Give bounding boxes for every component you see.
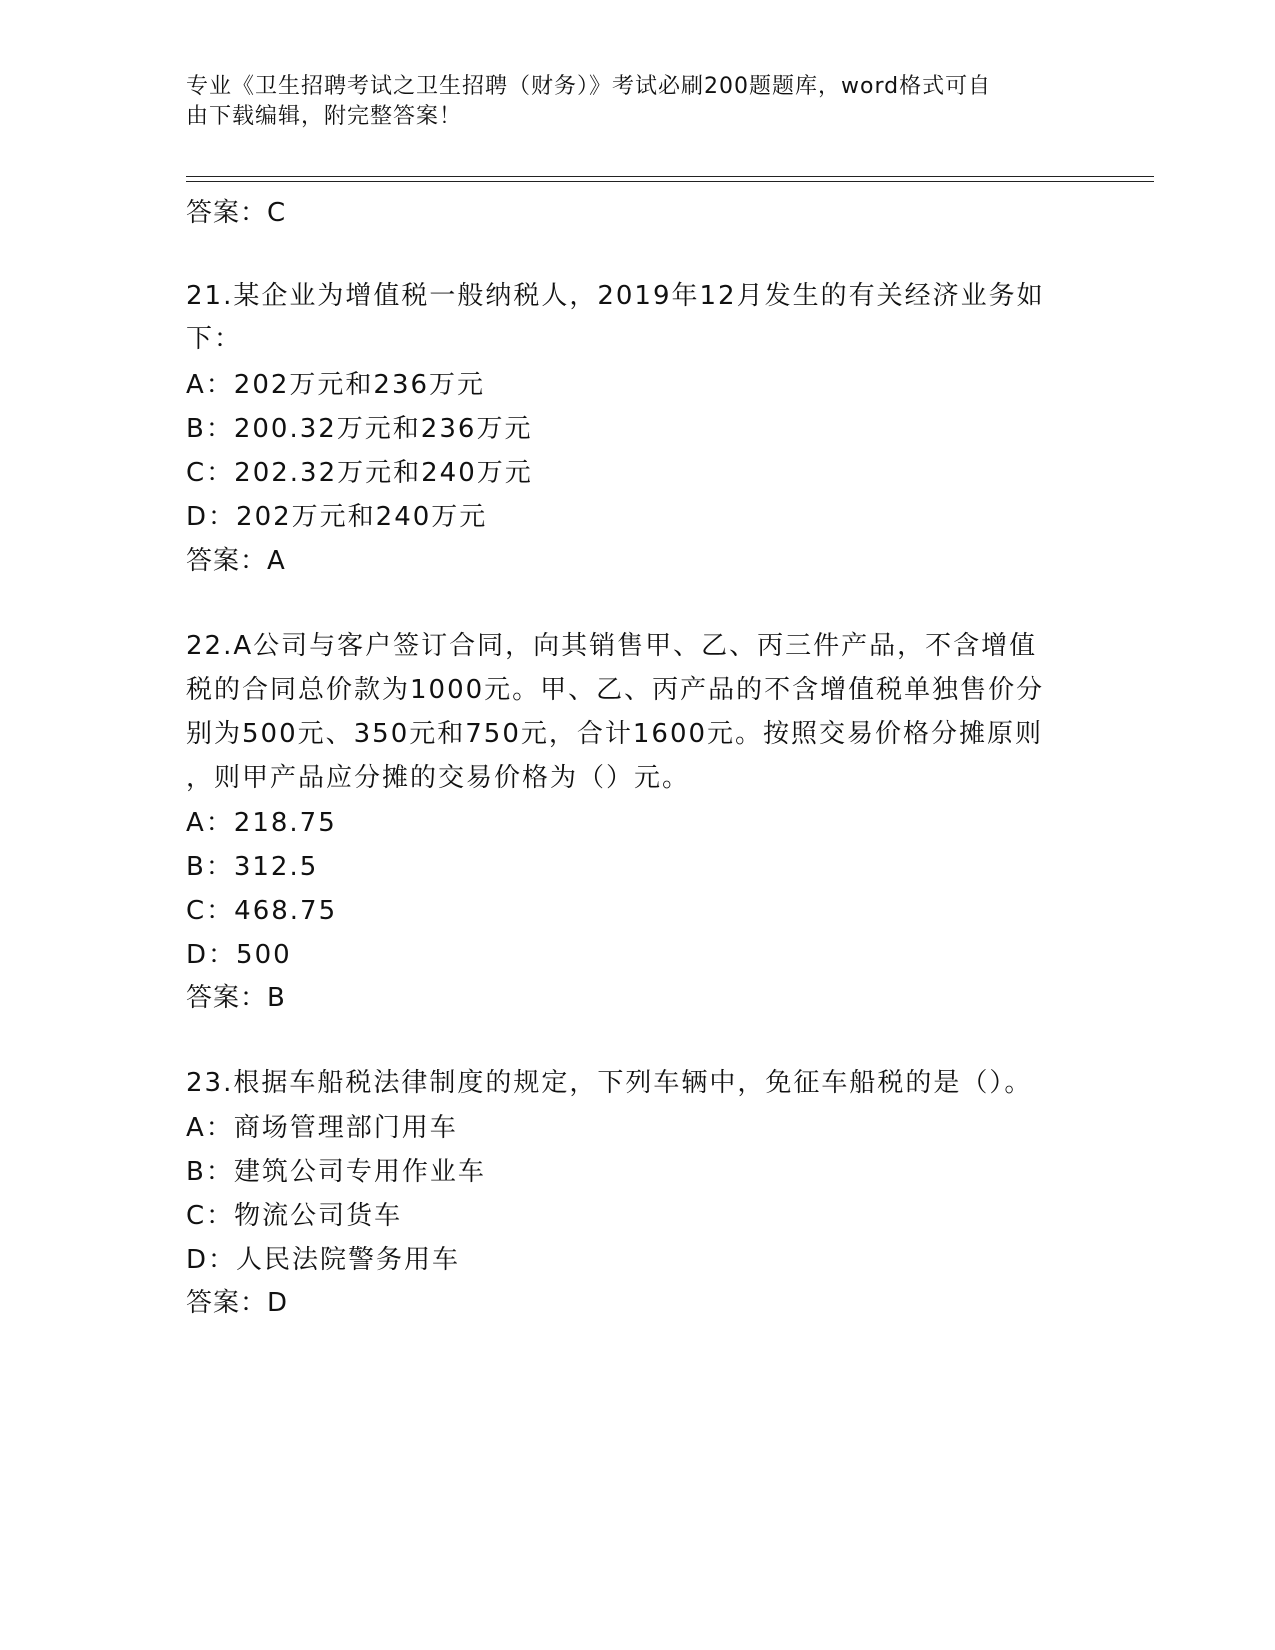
previous-answer: 答案：C [186, 198, 287, 228]
q22-option-d: D：500 [186, 940, 292, 970]
q22-stem-line-2: 税的合同总价款为1000元。甲、乙、丙产品的不含增值税单独售价分 [186, 675, 1045, 705]
q22-stem-line-1: 22.A公司与客户签订合同，向其销售甲、乙、丙三件产品，不含增值 [186, 631, 1038, 661]
header-rule-top [186, 176, 1154, 177]
q21-answer: 答案：A [186, 546, 286, 576]
header-rule-bottom [186, 181, 1154, 182]
q22-answer: 答案：B [186, 983, 286, 1013]
q22-stem-line-4: ，则甲产品应分摊的交易价格为（）元。 [186, 763, 691, 793]
q21-option-d: D：202万元和240万元 [186, 502, 488, 532]
q22-option-b: B：312.5 [186, 852, 319, 882]
header-line-1: 专业《卫生招聘考试之卫生招聘（财务）》考试必刷200题题库，word格式可自 [186, 74, 992, 99]
document-header [186, 72, 1066, 132]
q21-option-c: C：202.32万元和240万元 [186, 458, 533, 488]
q22-option-a: A：218.75 [186, 808, 337, 838]
q21-stem-line-2: 下： [186, 324, 243, 354]
q21-option-a: A：202万元和236万元 [186, 370, 486, 400]
q23-option-b: B：建筑公司专用作业车 [186, 1157, 486, 1187]
q23-option-d: D：人民法院警务用车 [186, 1245, 461, 1275]
header-line-2: 由下载编辑，附完整答案！ [186, 104, 463, 129]
q21-stem-line-1: 21.某企业为增值税一般纳税人，2019年12月发生的有关经济业务如 [186, 281, 1045, 311]
q22-option-c: C：468.75 [186, 896, 338, 926]
q23-answer: 答案：D [186, 1288, 289, 1318]
q22-stem-line-3: 别为500元、350元和750元，合计1600元。按照交易价格分摊原则 [186, 719, 1044, 749]
q23-option-a: A：商场管理部门用车 [186, 1113, 458, 1143]
q23-stem-line-1: 23.根据车船税法律制度的规定，下列车辆中，免征车船税的是（）。 [186, 1068, 1033, 1098]
q23-option-c: C：物流公司货车 [186, 1201, 403, 1231]
q21-option-b: B：200.32万元和236万元 [186, 414, 533, 444]
